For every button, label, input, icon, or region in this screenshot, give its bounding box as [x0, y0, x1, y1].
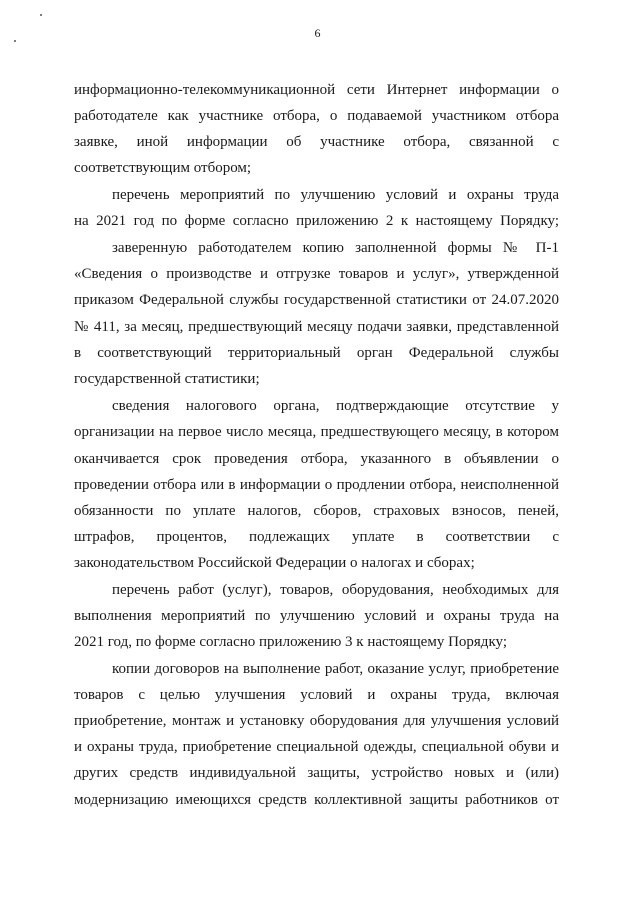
text-line: и охраны труда, приобретение специальной одежды, специальной обуви и — [74, 739, 559, 755]
text-line: выполнения мероприятий по улучшению условий и охраны труда на — [74, 608, 559, 624]
text-line: приказом Федеральной службы государственной статистики от 24.07.2020 — [74, 292, 559, 308]
text-line: штрафов, процентов, подлежащих уплате в соответствии с — [74, 529, 559, 545]
text-line: проведении отбора или в информации о продлении отбора, неисполненной — [74, 477, 559, 493]
text-line: информационно-телекоммуникационной сети Интернет информации о — [74, 82, 559, 98]
text-line: других средств индивидуальной защиты, устройство новых и (или) — [74, 765, 559, 781]
text-line: № 411, за месяц, предшествующий месяцу подачи заявки, представленной — [74, 319, 559, 335]
text-line: копии договоров на выполнение работ, оказание услуг, приобретение — [112, 661, 559, 677]
text-line: перечень мероприятий по улучшению условий и охраны труда — [112, 187, 559, 203]
text-line: 2021 год, по форме согласно приложению 3 к настоящему Порядку; — [74, 634, 507, 650]
text-line: модернизацию имеющихся средств коллективной защиты работников от — [74, 792, 559, 808]
page-number: 6 — [314, 26, 321, 40]
text-line: заявке, иной информации об участнике отбора, связанной с — [74, 134, 559, 150]
text-line: организации на первое число месяца, предшествующего месяцу, в котором — [74, 424, 559, 440]
text-line: соответствующим отбором; — [74, 160, 252, 176]
text-line: приобретение, монтаж и установку оборудования для улучшения условий — [74, 713, 559, 729]
text-line: государственной статистики; — [74, 371, 260, 387]
text-line: на 2021 год по форме согласно приложению 2 к настоящему Порядку; — [74, 213, 559, 229]
text-line: законодательством Российской Федерации о налогах и сборах; — [74, 555, 475, 571]
text-line: обязанности по уплате налогов, сборов, страховых взносов, пеней, — [74, 503, 559, 519]
text-line: работодателе как участнике отбора, о подаваемой участником отбора — [74, 108, 559, 124]
text-line: в соответствующий территориальный орган Федеральной службы — [74, 345, 559, 361]
scan-speck — [40, 14, 42, 16]
text-line: заверенную работодателем копию заполненной формы № П-1 — [112, 240, 559, 256]
text-line: «Сведения о производстве и отгрузке товаров и услуг», утвержденной — [74, 266, 559, 282]
text-line: товаров с целью улучшения условий и охраны труда, включая — [74, 687, 559, 703]
text-line: перечень работ (услуг), товаров, оборудования, необходимых для — [112, 582, 559, 598]
text-line: сведения налогового органа, подтверждающие отсутствие у — [112, 398, 559, 414]
text-line: оканчивается срок проведения отбора, указанного в объявлении о — [74, 451, 559, 467]
